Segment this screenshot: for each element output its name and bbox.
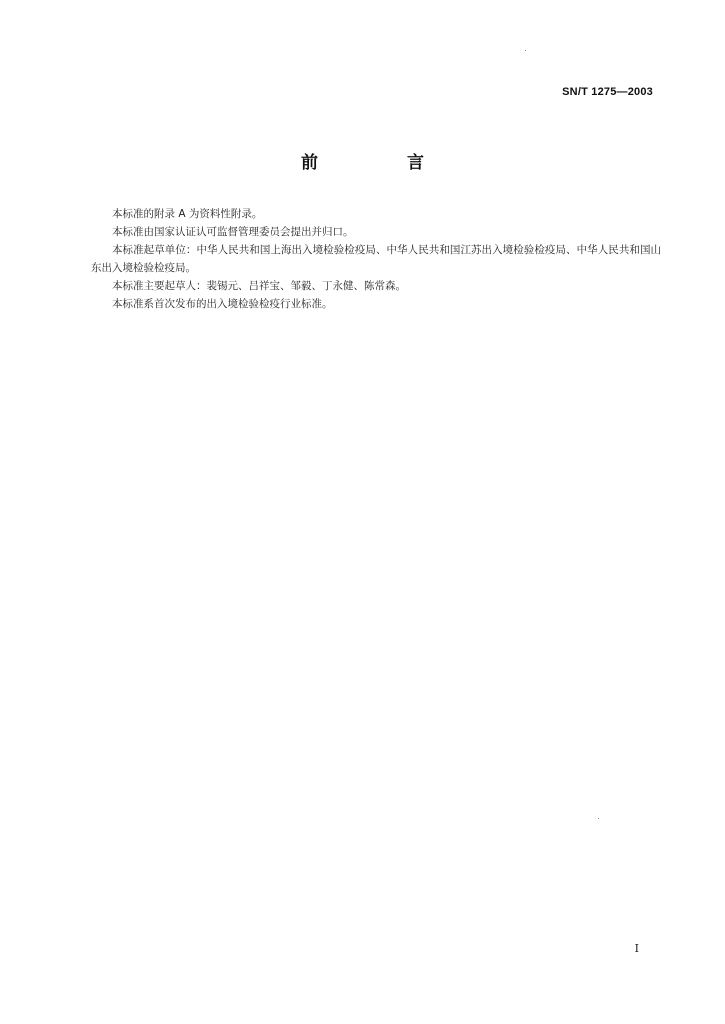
foreword-body [91,205,661,313]
scan-speck [598,818,599,819]
paragraph: 本标准主要起草人：裴锡元、吕祥宝、邹毅、丁永健、陈常森。 [112,280,406,292]
paragraph: 本标准起草单位：中华人民共和国上海出入境检验检疫局、中华人民共和国江苏出入境检验检疫局、中华人民共和国山东出入境检验检疫局。 [91,244,661,274]
page-number: I [634,942,639,955]
page-title: 前 言 [301,153,460,173]
standard-code: SN/T 1275—2003 [562,86,653,98]
paragraph: 本标准系首次发布的出入境检验检疫行业标准。 [112,298,333,310]
paragraph: 本标准的附录 A 为资料性附录。 [112,208,263,220]
paragraph: 本标准由国家认证认可监督管理委员会提出并归口。 [112,226,354,238]
scan-speck [525,50,526,51]
